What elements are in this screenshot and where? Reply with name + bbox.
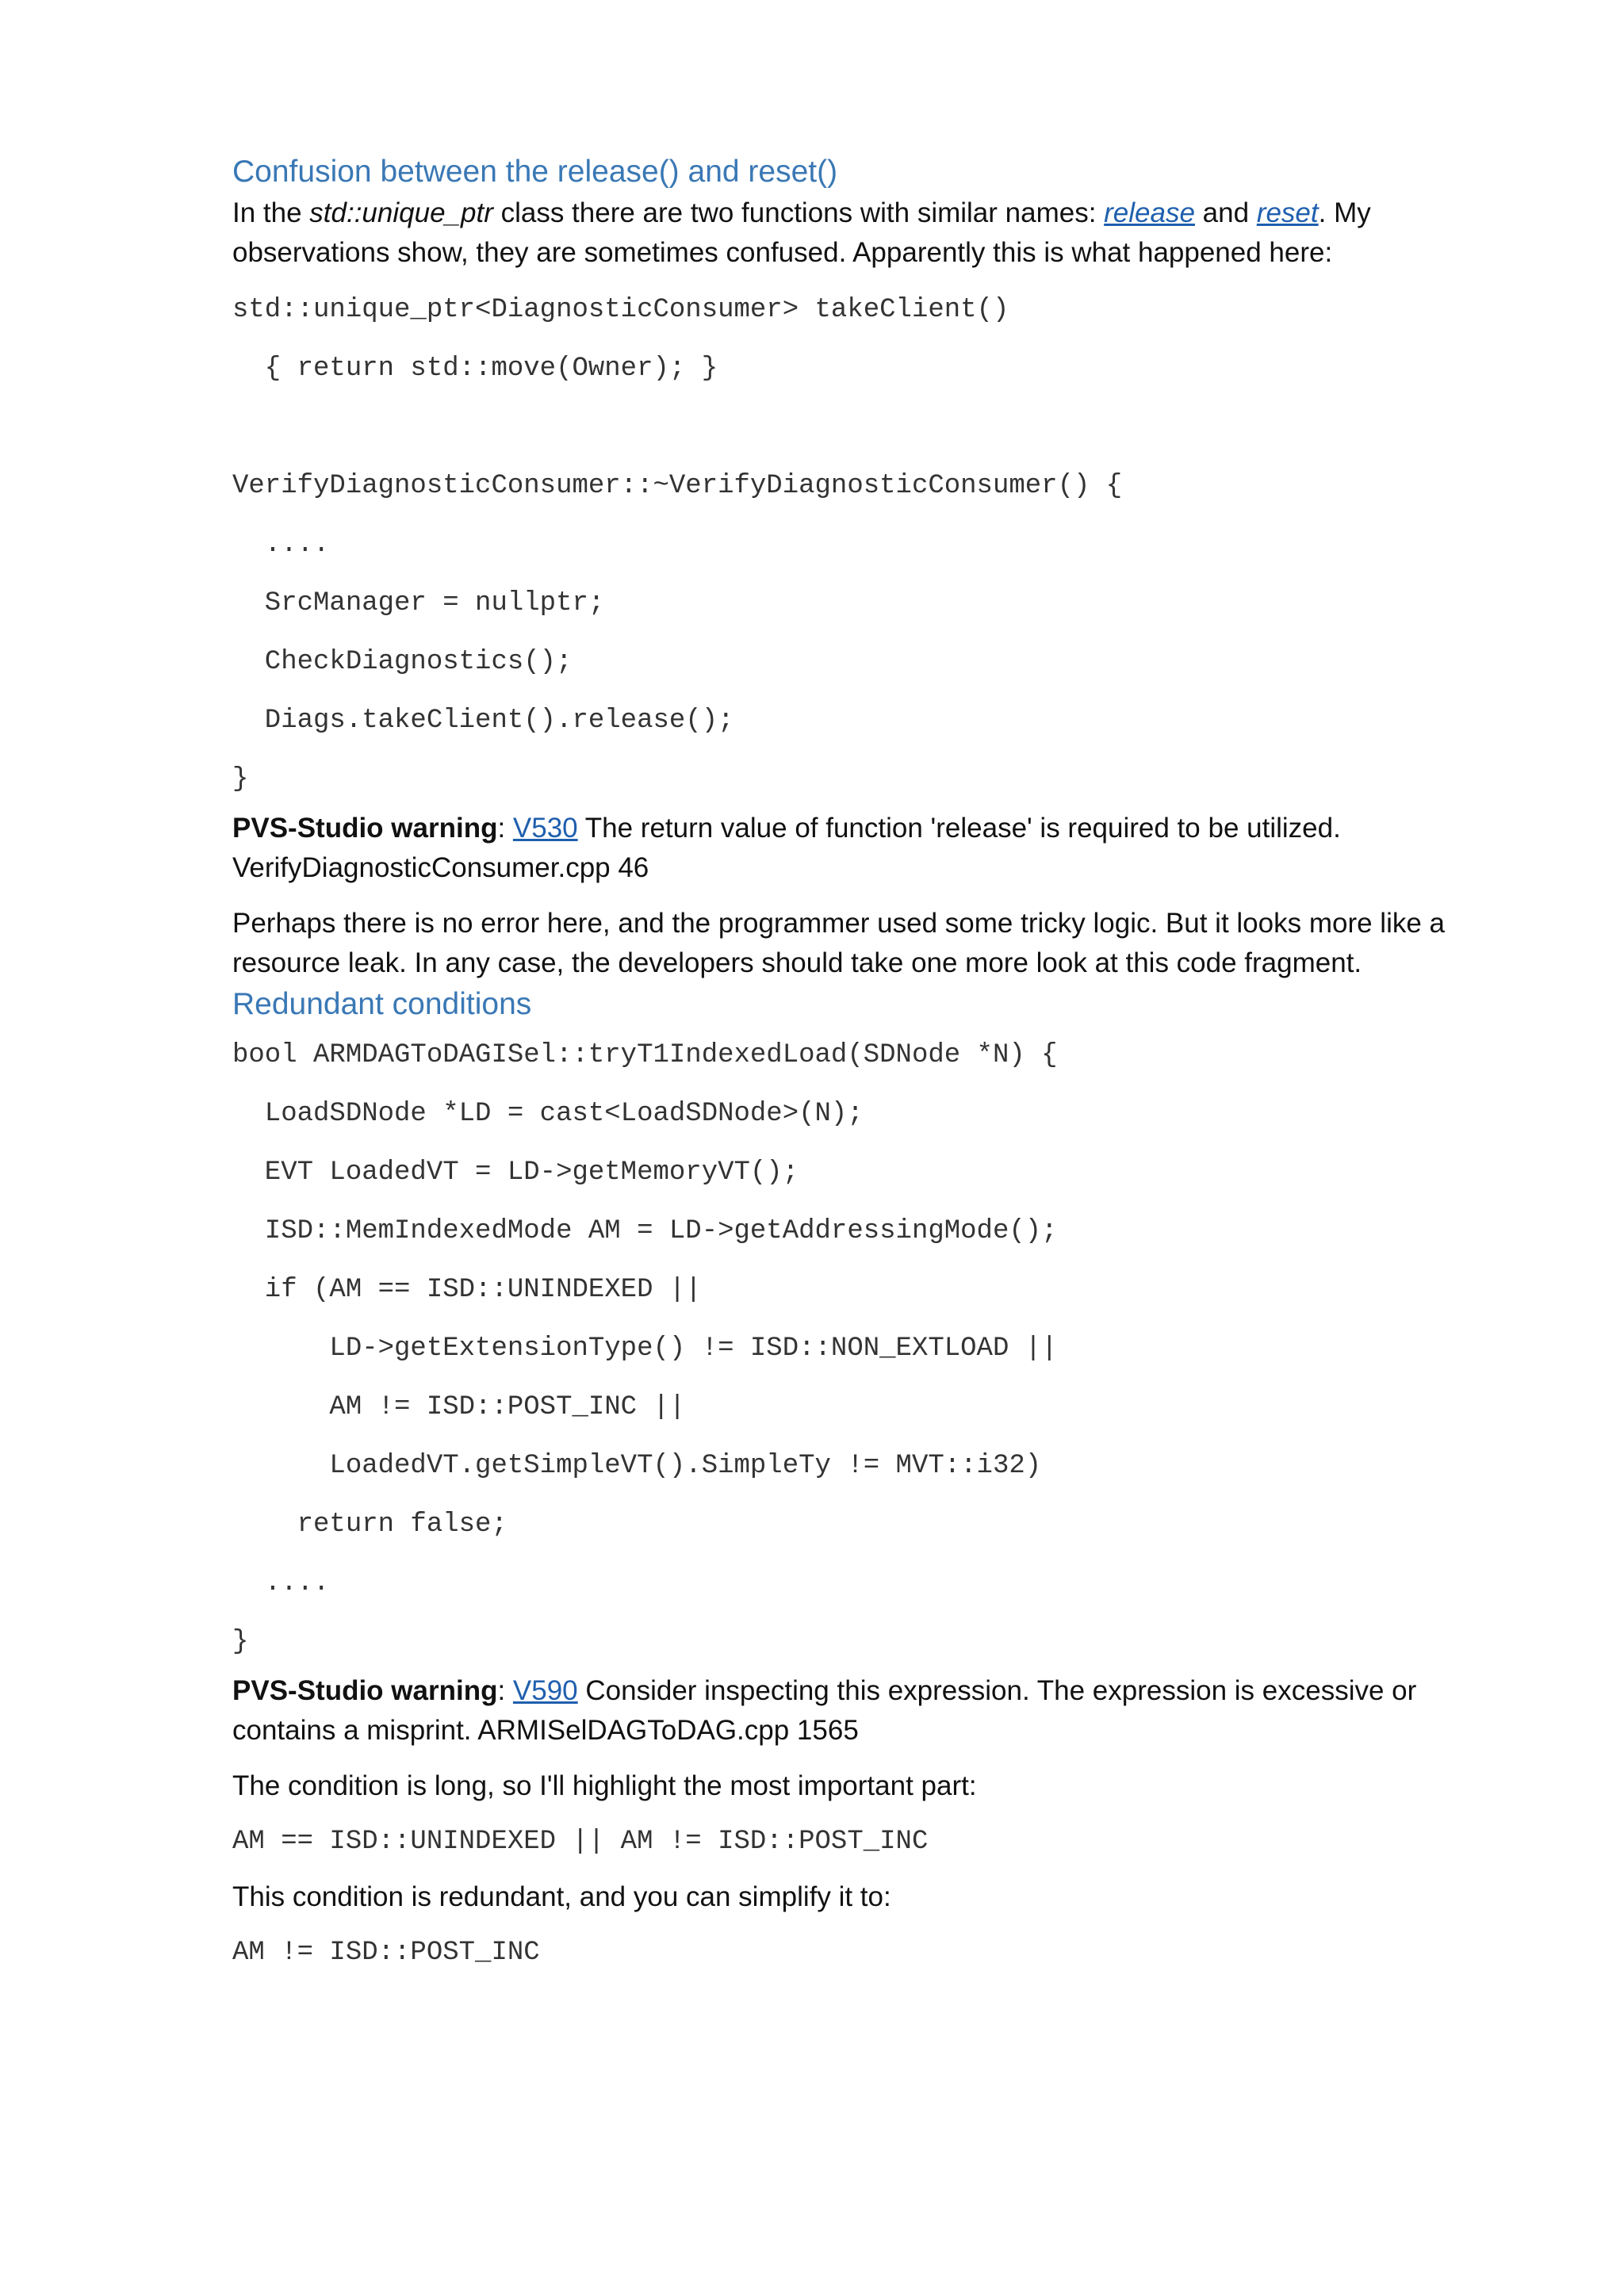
warning-text: Consider inspecting this expression. The expression is excessive or contains a misprint. ARMISelDAGToDAG.cpp 1565 bbox=[232, 1675, 1417, 1746]
simplify-code: AM != ISD::POST_INC bbox=[232, 1938, 540, 1968]
v590-link[interactable]: V590 bbox=[512, 1675, 578, 1706]
highlight-code: AM == ISD::UNINDEXED || AM != ISD::POST_INC bbox=[232, 1827, 929, 1857]
warning-colon: : bbox=[497, 813, 513, 844]
code-line bbox=[232, 398, 1517, 457]
code-line: .... bbox=[232, 1568, 330, 1598]
code-line: AM != ISD::POST_INC || bbox=[232, 1392, 686, 1422]
highlight-intro-paragraph: The condition is long, so I'll highlight the most important part: bbox=[232, 1770, 977, 1801]
code-line: ISD::MemIndexedMode AM = LD->getAddressingMode(); bbox=[232, 1216, 1058, 1246]
intro-text-1: In the bbox=[232, 197, 310, 228]
intro-text-3: and bbox=[1194, 197, 1257, 228]
code-line: Diags.takeClient().release(); bbox=[232, 706, 734, 736]
reset-link[interactable] bbox=[1257, 197, 1319, 228]
intro-paragraph bbox=[232, 193, 1517, 273]
reset-link-text: reset bbox=[1256, 197, 1319, 228]
code-line: CheckDiagnostics(); bbox=[232, 647, 573, 677]
document-page bbox=[232, 151, 1517, 1973]
simplify-intro-paragraph: This condition is redundant, and you can simplify it to: bbox=[232, 1881, 891, 1912]
warning-label: PVS-Studio warning bbox=[232, 1675, 498, 1706]
warning-paragraph-v590 bbox=[232, 1671, 1517, 1751]
code-line: EVT LoadedVT = LD->getMemoryVT(); bbox=[232, 1158, 799, 1188]
code-block-release bbox=[232, 281, 1517, 809]
intro-text-2: class there are two functions with similar names: bbox=[492, 197, 1105, 228]
warning-label: PVS-Studio warning bbox=[232, 813, 498, 844]
release-link[interactable] bbox=[1104, 197, 1195, 228]
section-heading-release-reset: Confusion between the release() and reset() bbox=[232, 155, 838, 189]
code-line: SrcManager = nullptr; bbox=[232, 588, 605, 618]
class-name-unique-ptr: std::unique_ptr bbox=[309, 197, 493, 228]
intro-text-4: . My observations show, they are sometimes confused. Apparently this is what happened here: bbox=[232, 197, 1371, 268]
warning-text: The return value of function 'release' is required to be utilized. VerifyDiagnosticConsumer.cpp 46 bbox=[232, 813, 1341, 883]
code-line: .... bbox=[232, 530, 330, 560]
code-line: bool ARMDAGToDAGISel::tryT1IndexedLoad(SDNode *N) { bbox=[232, 1040, 1058, 1070]
warning-paragraph-v530 bbox=[232, 809, 1517, 888]
code-line: { return std::move(Owner); } bbox=[232, 354, 718, 384]
comment-paragraph: Perhaps there is no error here, and the programmer used some tricky logic. But it looks more like a resource leak. In any case, the developers should take one more look at this code fragment. bbox=[232, 908, 1446, 978]
code-line: LoadSDNode *LD = cast<LoadSDNode>(N); bbox=[232, 1099, 864, 1129]
code-line: } bbox=[232, 764, 249, 794]
code-line: return false; bbox=[232, 1510, 508, 1540]
v530-link[interactable]: V530 bbox=[512, 813, 578, 844]
code-line: } bbox=[232, 1627, 249, 1657]
code-line: VerifyDiagnosticConsumer::~VerifyDiagnosticConsumer() { bbox=[232, 471, 1123, 501]
code-block-redundant bbox=[232, 1026, 1517, 1671]
release-link-text: release bbox=[1104, 197, 1195, 228]
section-heading-redundant-conditions: Redundant conditions bbox=[232, 987, 532, 1021]
warning-colon: : bbox=[497, 1675, 513, 1706]
code-line: if (AM == ISD::UNINDEXED || bbox=[232, 1275, 702, 1305]
code-line: LoadedVT.getSimpleVT().SimpleTy != MVT::i32) bbox=[232, 1451, 1042, 1481]
code-line: LD->getExtensionType() != ISD::NON_EXTLOAD || bbox=[232, 1334, 1058, 1364]
code-line: std::unique_ptr<DiagnosticConsumer> takeClient() bbox=[232, 295, 1009, 325]
